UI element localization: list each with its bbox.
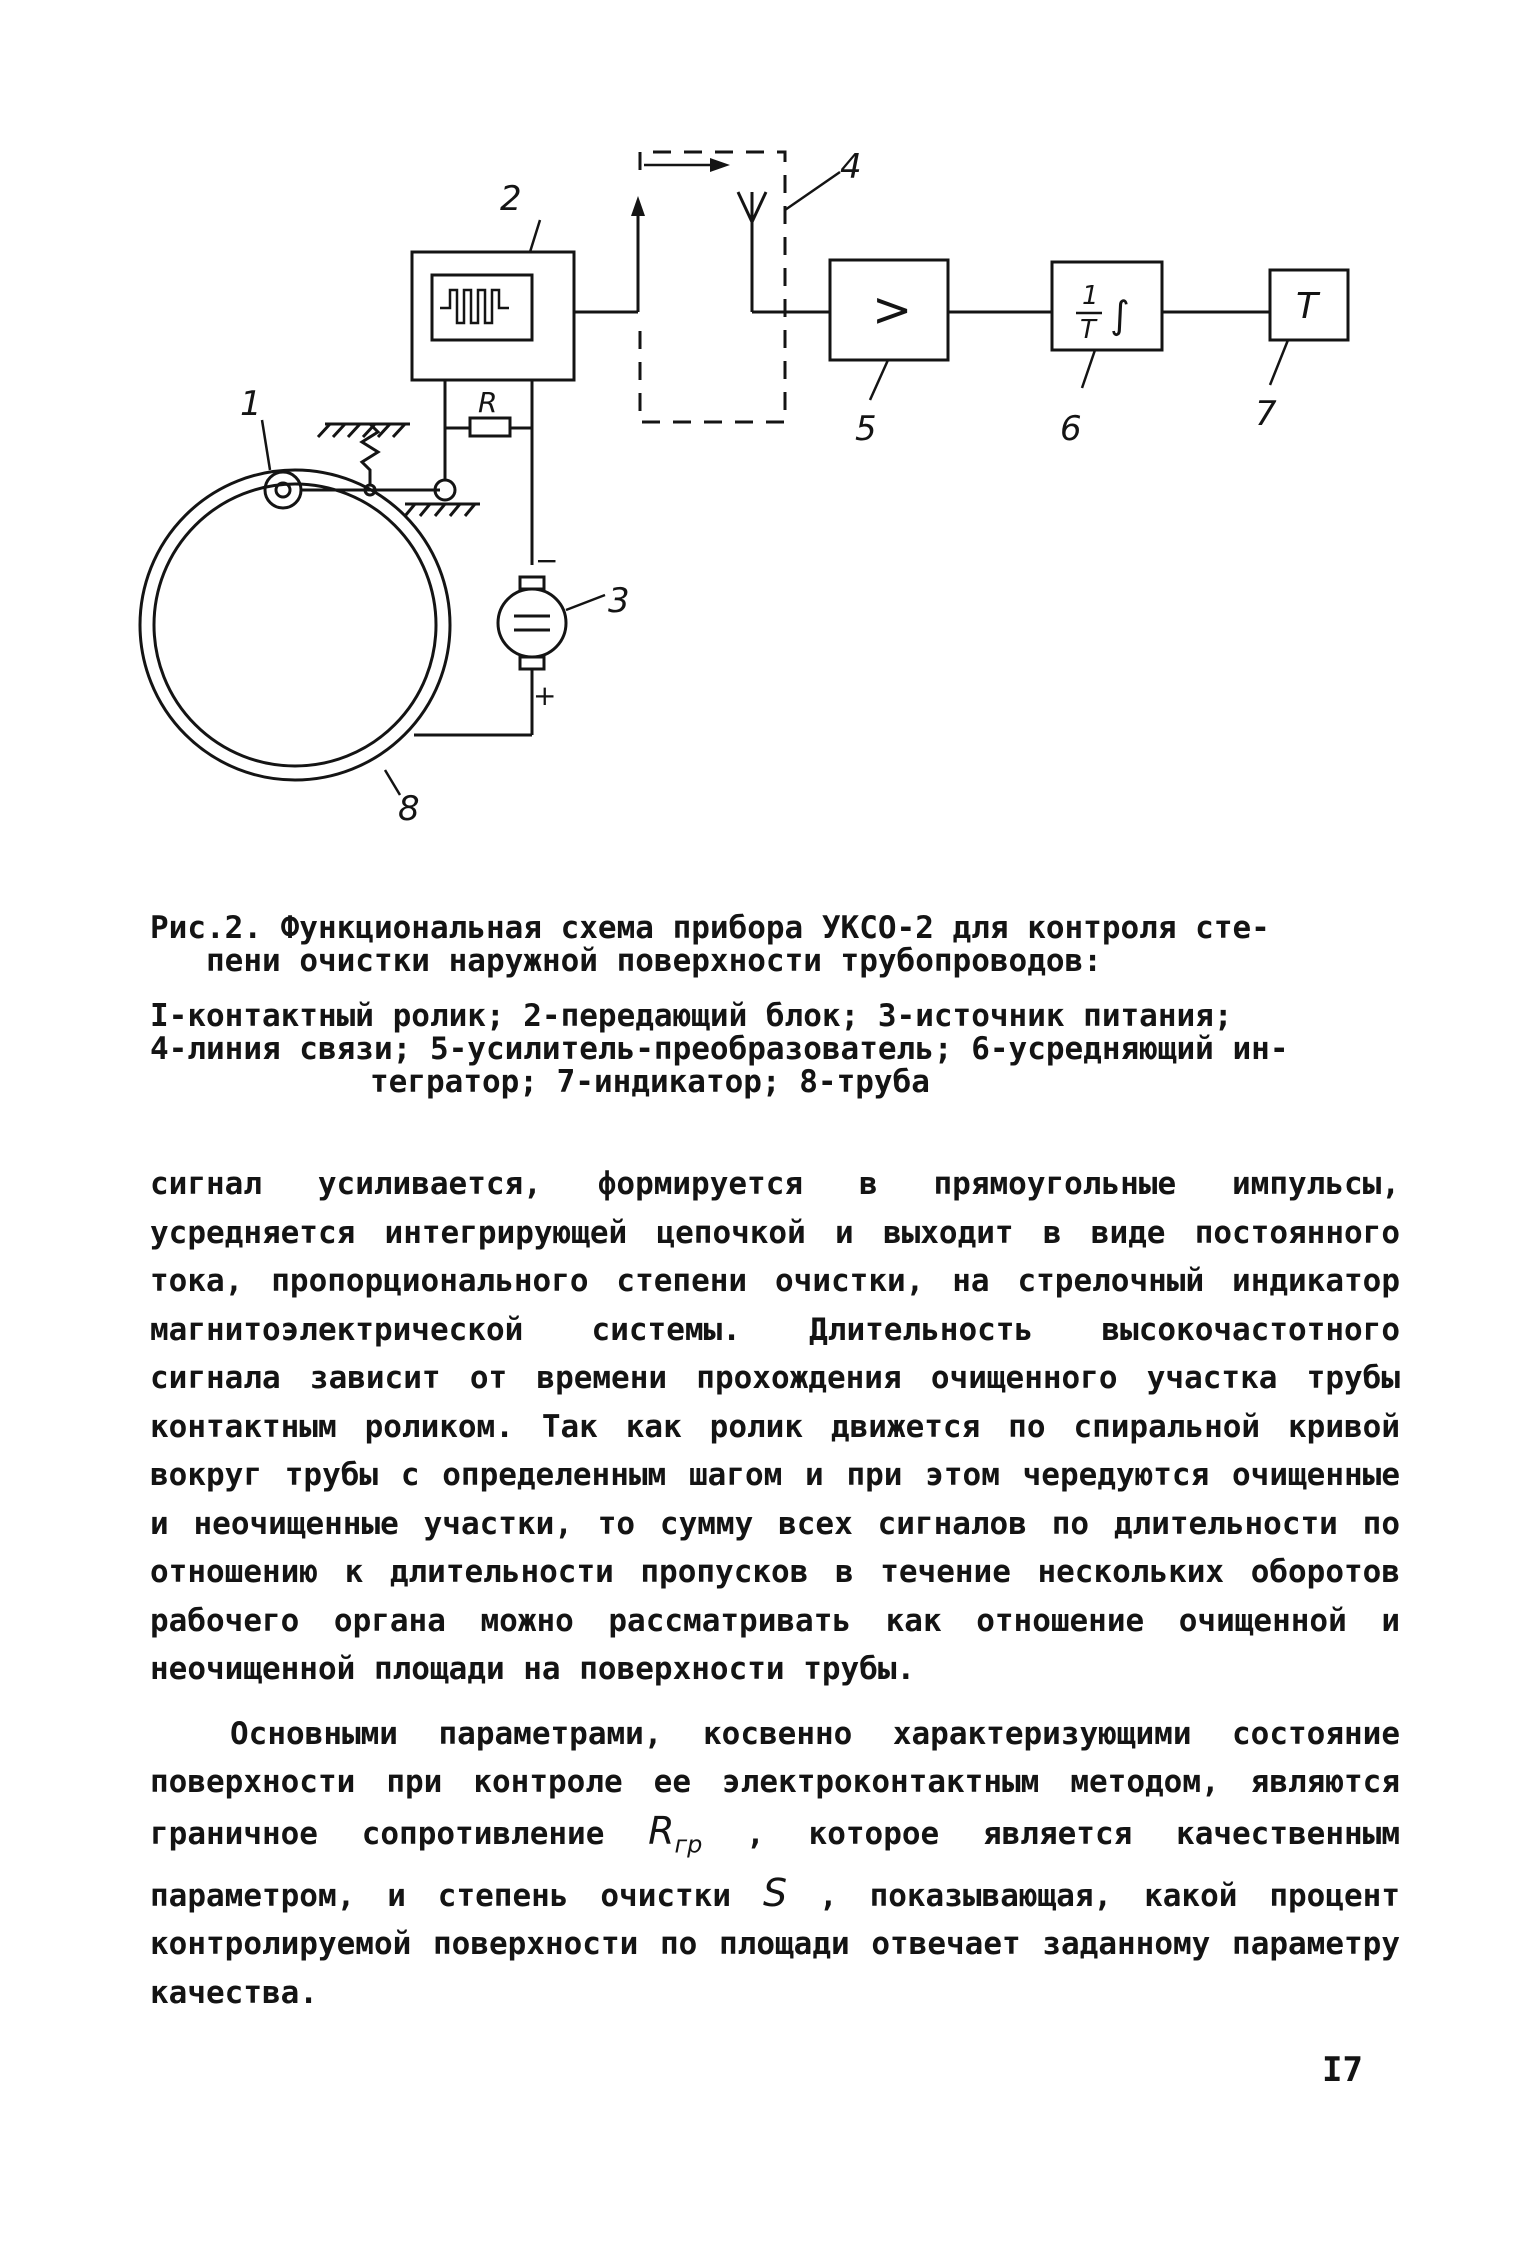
pipe-outer-circle [140,470,450,780]
symbol-s: S [762,1870,788,1915]
figure-caption-title [150,912,1400,978]
legend-line-3: тегратор; 7-индикатор; 8-труба [370,1064,930,1100]
comm-line-dashed [640,152,785,422]
label-pipe: 8 [398,789,420,829]
indicator-symbol: T [1296,286,1318,327]
paragraph-2-part-2: , которое является качественным параметром, и степень очистки [150,1815,1400,1914]
paragraph-2 [150,1710,1400,2018]
label-power-source: 3 [608,581,630,621]
symbol-r-gr: $R_{гр}$ [648,1808,703,1859]
integrator-block [1052,262,1162,350]
paragraph-2-part-3: , показывающая, какой процент контролируемой поверхности по площади отвечает заданному параметру качества. [150,1877,1400,2011]
spring [362,424,378,485]
amplifier-symbol: > [872,282,913,338]
label-transmitter: 2 [500,179,522,219]
body-text [150,1160,1400,2017]
integral-icon: ∫ [1110,293,1130,337]
contact-roller [265,472,301,508]
legend-line-1: I-контактный ролик; 2-передающий блок; 3-источник питания; [150,998,1233,1034]
resistor [470,418,510,436]
page-number: I7 [1322,2050,1363,2090]
label-minus: − [535,544,559,577]
label-plus: + [533,679,557,712]
label-indicator: 7 [1255,394,1277,434]
paragraph-2-part-1: Основными параметрами, косвенно характеризующими состояние поверхности при контроле ее электроконтактным методом, являются граничное сопротивление [150,1715,1400,1852]
integrator-denominator: T [1080,315,1096,345]
figure-legend [150,1000,1400,1099]
legend-line-2: 4-линия связи; 5-усилитель-преобразователь; 6-усредняющий ин- [150,1031,1289,1067]
label-resistor: R [478,386,498,419]
paragraph-1: сигнал усиливается, формируется в прямоугольные импульсы, усредняется интегрирующей цепочкой и выходит в виде постоянного тока, пропорционального степени очистки, на стрелочный индикатор магнитоэлектрической системы. Длительность высокочастотного сигнала зависит от времени прохождения очищенного участка трубы контактным роликом. Так как ролик движется по спиральной кривой вокруг трубы с определенным шагом и при этом чередуются очищенные и неочищенные участки, то сумму всех сигналов по длительности по отношению к длительности пропусков в течение нескольких оборотов рабочего органа можно рассматривать как отношение очищенной и неочищенной площади на поверхности трубы. [150,1166,1400,1687]
label-roller: 1 [240,384,262,424]
power-source [498,589,566,657]
integrator-numerator: 1 [1082,281,1099,311]
caption-title-line-1: Рис.2. Функциональная схема прибора УКСО-2 для контроля сте- [150,910,1270,946]
caption-title-line-2: пени очистки наружной поверхности трубопроводов: [206,943,1102,979]
hf-wave-icon [440,290,509,323]
ukso-2-functional-diagram [0,0,1535,860]
label-comm-line: 4 [840,147,862,187]
label-integrator: 6 [1060,409,1082,449]
pipe-inner-circle [154,484,436,766]
label-amplifier: 5 [855,409,877,449]
